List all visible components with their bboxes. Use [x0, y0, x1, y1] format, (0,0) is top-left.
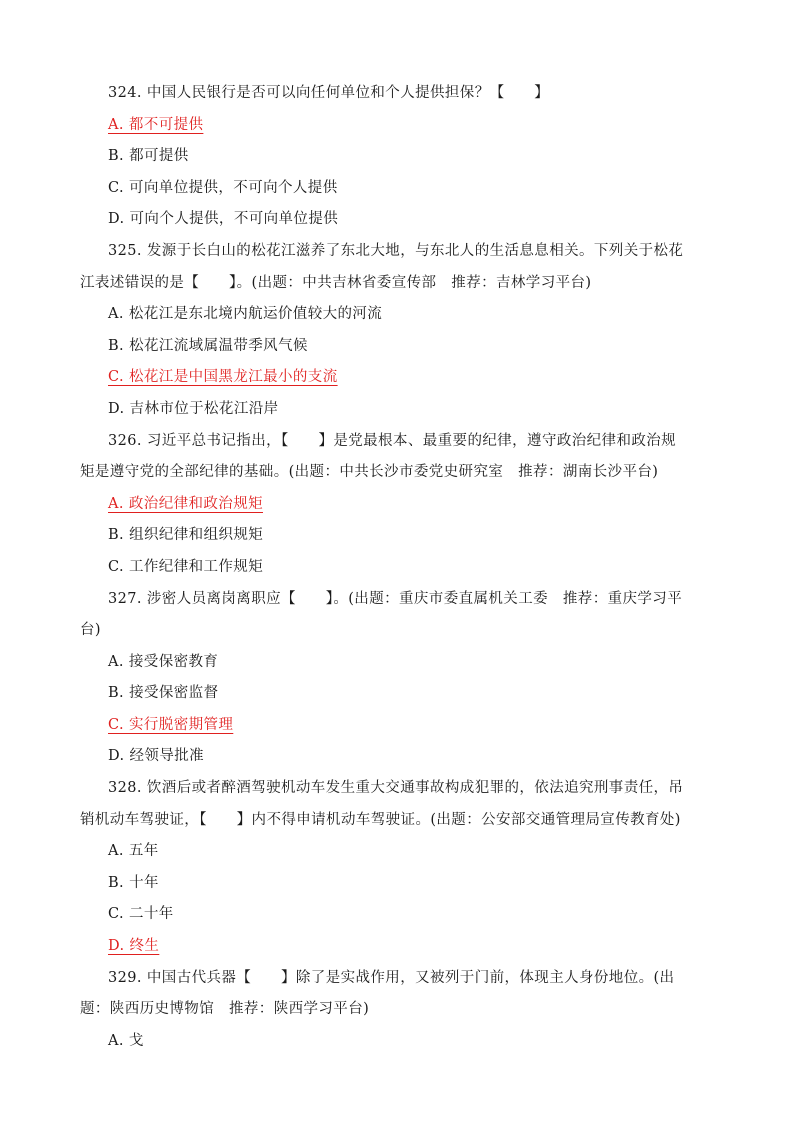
question-326: [80, 426, 728, 584]
option-b: B. 都可提供: [108, 148, 189, 165]
option-b: B. 接受保密监督: [108, 685, 219, 702]
option-d-correct: D. 终生: [108, 938, 160, 955]
question-text: 326. 习近平总书记指出，【 】是党最根本、最重要的纪律，遵守政治纪律和政治规: [108, 432, 677, 449]
question-text-cont: 台): [80, 622, 101, 639]
option-a: A. 接受保密教育: [108, 653, 219, 670]
question-329: [80, 963, 728, 1058]
question-text: 328. 饮酒后或者醉酒驾驶机动车发生重大交通事故构成犯罪的，依法追究刑事责任，吊: [108, 780, 684, 797]
question-328: [80, 773, 728, 963]
option-b: B. 组织纪律和组织规矩: [108, 527, 264, 544]
option-c-correct: C. 松花江是中国黑龙江最小的支流: [108, 369, 338, 386]
question-324: [108, 78, 728, 236]
option-a: A. 五年: [108, 843, 159, 860]
option-a-correct: A. 政治纪律和政治规矩: [108, 495, 263, 512]
question-text-cont: 题：陕西历史博物馆 推荐：陕西学习平台): [80, 1001, 370, 1018]
option-c: C. 可向单位提供，不可向个人提供: [108, 179, 338, 196]
option-a: A. 松花江是东北境内航运价值较大的河流: [108, 306, 383, 323]
option-d: D. 吉林市位于松花江沿岸: [108, 400, 279, 417]
question-text: 325. 发源于长白山的松花江滋养了东北大地，与东北人的生活息息相关。下列关于松花: [108, 242, 684, 259]
question-text-cont: 矩是遵守党的全部纪律的基础。(出题：中共长沙市委党史研究室 推荐：湖南长沙平台): [80, 464, 659, 481]
option-c: C. 工作纪律和工作规矩: [108, 558, 264, 575]
question-text: 324. 中国人民银行是否可以向任何单位和个人提供担保？【 】: [108, 85, 550, 101]
option-b: B. 十年: [108, 874, 159, 891]
question-text: 327. 涉密人员离岗离职应【 】。(出题：重庆市委直属机关工委 推荐：重庆学习平: [108, 590, 683, 607]
option-c: C. 二十年: [108, 906, 174, 923]
option-b: B. 松花江流域属温带季风气候: [108, 337, 308, 354]
question-327: [80, 584, 728, 774]
question-325: [80, 236, 728, 426]
option-c-correct: C. 实行脱密期管理: [108, 716, 234, 733]
option-a: A. 戈: [108, 1032, 144, 1049]
option-d: D. 经领导批准: [108, 748, 205, 765]
question-text-cont: 销机动车驾驶证，【 】内不得申请机动车驾驶证。(出题：公安部交通管理局宣传教育处): [80, 811, 681, 828]
document-page: [80, 78, 728, 1057]
option-d: D. 可向个人提供，不可向单位提供: [108, 211, 339, 228]
option-a-correct: A. 都不可提供: [108, 116, 204, 133]
question-text-cont: 江表述错误的是【 】。(出题：中共吉林省委宣传部 推荐：吉林学习平台): [80, 274, 592, 291]
question-text: 329. 中国古代兵器【 】除了是实战作用，又被列于门前，体现主人身份地位。(出: [108, 969, 675, 986]
